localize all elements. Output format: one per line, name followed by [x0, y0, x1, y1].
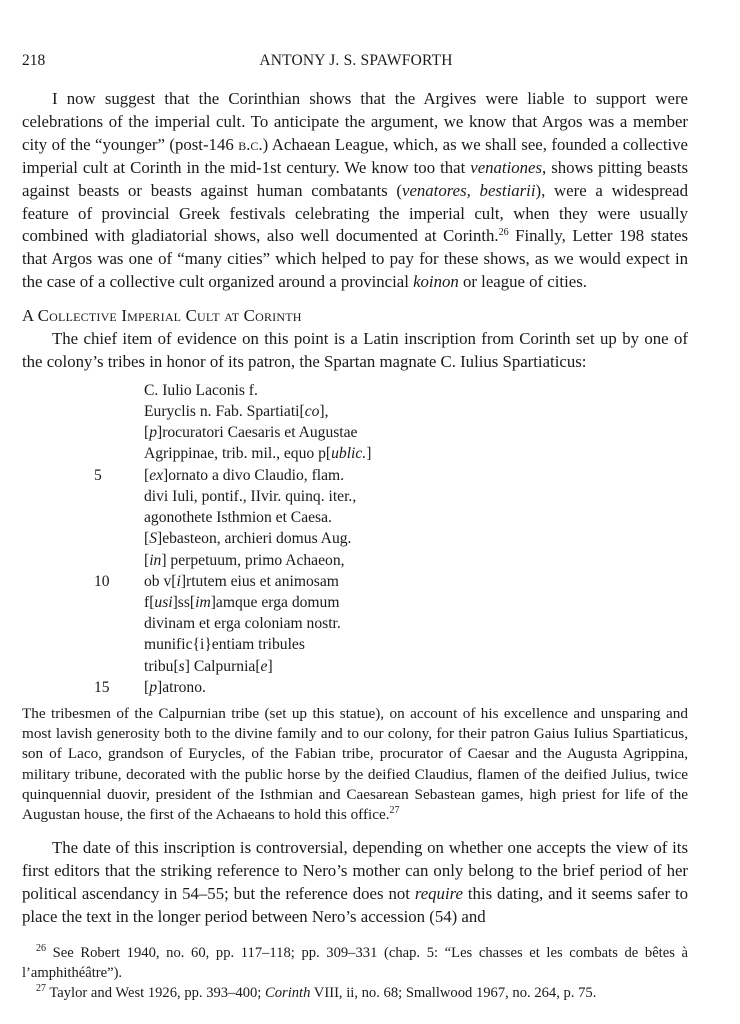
inscription-line: agonothete Isthmion et Caesa. — [144, 509, 332, 527]
inscription-line: 10 ob v[i]rtutem eius et animosam — [22, 571, 688, 592]
paragraph-2: The date of this inscription is controversial, depending on whether one accepts the view of its first editors that the striking reference to Nero’s mother can only belong to the brief period of her political ascendancy in 54–55; but the reference does not require this dating, and it seems safer to place the text in the longer period between Nero’s accession (54) and — [22, 838, 689, 926]
footnote-ref-26[interactable]: 26 — [498, 227, 509, 239]
inscription-line: [S]ebasteon, archieri domus Aug. — [144, 530, 352, 548]
footnote-ref-27[interactable]: 27 — [389, 804, 400, 816]
footnote-27: $^{27}$ Taylor and West 1926, pp. 393–400; Corinth VIII, ii, no. 68; Smallwood 1967, no. 264, p. 75. — [36, 982, 597, 1001]
line-number: 15 — [94, 678, 110, 696]
section-heading: A Collective Imperial Cult at Corinth — [22, 306, 302, 326]
inscription-line: Euryclis n. Fab. Spartiati[co], — [144, 403, 329, 421]
paragraph-intro: The chief item of evidence on this point is a Latin inscription from Corinth set up by one of the colony’s tribes in honor of its patron, the Spartan magnate C. Iulius Spartiaticus: — [22, 329, 688, 371]
inscription-translation: The tribesmen of the Calpurnian tribe (set up this statue), on account of his excellence and unsparing and most lavish generosity both to the divine family and to our colony, for their patron Gaius Iulius Spartiaticus, son of Laco, grandson of Eurycles, of the Fabian tribe, procurator of Caesar and the Augusta Agrippina, military tribune, decorated with the public horse by the deified Claudius, flamen of the deified Julius, twice quinquennial duovir, president of the Isthmian and Caesarean Sebastean games, high priest for life of the Augustan house, the first of the Achaeans to hold this office.$^{27}$ — [22, 704, 688, 823]
inscription-line: Agrippinae, trib. mil., equo p[ublic.] — [144, 445, 372, 463]
inscription-line: tribu[s] Calpurnia[e] — [144, 657, 273, 675]
page-number: 218 — [22, 52, 46, 69]
footnotes — [22, 943, 688, 1003]
line-number: 5 — [94, 466, 102, 484]
main-text — [22, 88, 688, 1003]
inscription-line: [p]rocuratori Caesaris et Augustae — [144, 424, 358, 442]
inscription-line: 15 [p]atrono. — [22, 677, 688, 698]
running-head: ANTONY J. S. SPAWFORTH — [259, 52, 453, 69]
page-header — [22, 52, 690, 76]
inscription-line: 5 [ex]ornato a divo Claudio, flam. — [22, 465, 688, 486]
footnote-26: $^{26}$ See Robert 1940, no. 60, pp. 117–118; pp. 309–331 (chap. 5: “Les chasses et les combats de bêtes à l’amphithéâtre”). — [22, 942, 689, 981]
inscription-line: divinam et erga coloniam nostr. — [144, 615, 341, 633]
inscription-line: f[usi]ss[im]amque erga domum — [144, 593, 340, 611]
paragraph-1: I now suggest that the Corinthian shows that the Argives were liable to support were celebrations of the imperial cult. To anticipate the argument, we know that Argos was a member city of the “younger” (post-146 b.c.) Achaean League, which, as we shall see, founded a collective imperial cult at Corinth in the mid-1st century. We know too that venationes, shows pitting beasts against beasts or beasts against human combatants (venatores, bestiarii), were a widespread feature of provincial Greek festivals celebrating the imperial cult, when they were usually combined with gladiatorial shows, also well documented at Corinth.$^{26}$ Finally, Letter 198 states that Argos was one of “many cities” which helped to pay for these shows, as we would expect in the case of a collective cult organized around a provincial koinon or league of cities. — [22, 89, 689, 292]
inscription-line: C. Iulio Laconis f. — [144, 381, 258, 399]
inscription-block — [22, 380, 688, 698]
inscription-line: [in] perpetuum, primo Achaeon, — [144, 551, 345, 569]
inscription-line: divi Iuli, pontif., IIvir. quinq. iter., — [144, 487, 357, 505]
line-number: 10 — [94, 572, 110, 590]
inscription-line: munific{i}entiam tribules — [144, 636, 305, 654]
